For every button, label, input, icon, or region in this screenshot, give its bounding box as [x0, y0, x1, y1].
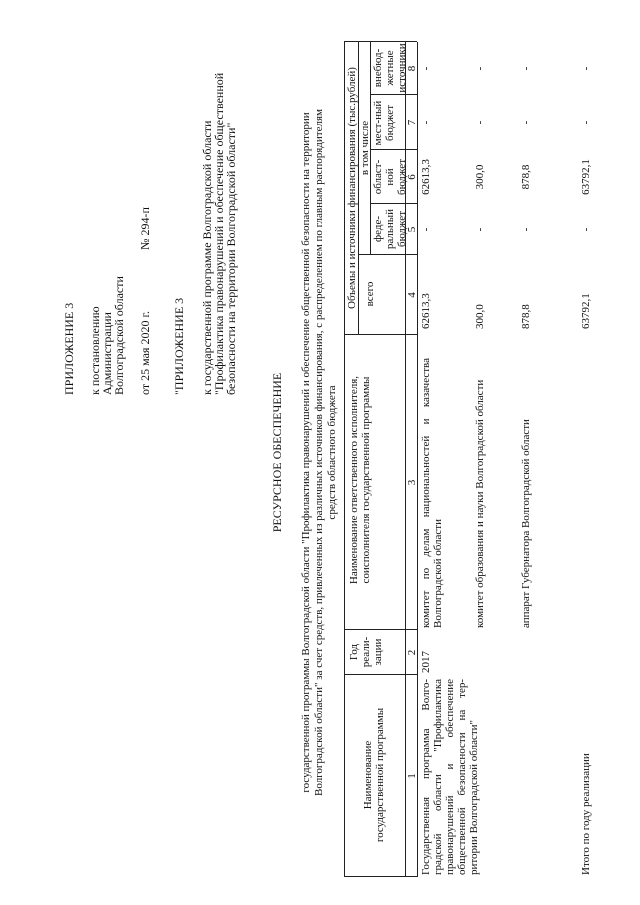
col-number-4: 4 [406, 292, 418, 298]
table-row-2-offbudget: - [474, 66, 486, 71]
decree-to-decree: к постановлению [88, 306, 102, 395]
table-row-3-offbudget: - [520, 66, 532, 71]
header-program-name: Наименование государственной программы [362, 707, 386, 843]
decree-date: от 25 мая 2020 г. [138, 310, 152, 395]
col-number-1: 1 [406, 773, 418, 779]
col-number-2: 2 [406, 649, 418, 656]
table-row-2-regional: 300,0 [474, 164, 486, 190]
decree-region: Волгоградской области [112, 276, 126, 395]
table-row-3-total: 878,8 [520, 304, 532, 329]
decree-appendix-label: ПРИЛОЖЕНИЕ 3 [62, 302, 76, 395]
total-row-offbudget: - [580, 66, 592, 71]
col-number-5: 5 [406, 226, 418, 233]
title-line1: государственной программы Волгоградской области "Профилактика правонарушений и обеспечение общественной безопасности на территории [300, 112, 312, 793]
total-row-local: - [580, 120, 592, 125]
decree-administration: Администрации [100, 312, 114, 395]
decree-number: № 294-п [138, 207, 152, 250]
header-total: всего [364, 281, 376, 307]
program-appendix-label: "ПРИЛОЖЕНИЕ 3 [172, 297, 186, 395]
total-row-total: 63792,1 [580, 293, 592, 329]
table-row-2-executor: комитет образования и науки Волгоградской области [474, 379, 486, 628]
table-row-3-executor: аппарат Губернатора Волгоградской области [520, 419, 532, 628]
program-appendix-line2: "Профилактика правонарушений и обеспечение общественной [212, 72, 226, 395]
title-line2: Волгоградской области" за счет средств, привлеченных из различных источников финансирования, с распределением по главным распорядителям [313, 109, 325, 796]
table-row-2-total: 300,0 [474, 304, 486, 329]
col-number-7: 7 [406, 119, 418, 126]
program-appendix-line3: безопасности на территории Волгоградской области" [224, 122, 238, 395]
header-offbudget: внебюд-жетные источники [372, 43, 408, 93]
header-including: в том числе [359, 120, 371, 176]
table-row-1-offbudget: - [420, 66, 432, 71]
table-row-3-regional: 878,8 [520, 164, 532, 190]
program-appendix-line1: к государственной программе Волгоградской области [200, 120, 214, 395]
table-row-3-local: - [520, 120, 532, 125]
header-year: Год реали-зации [348, 636, 384, 668]
table-row-1-regional: 62613,3 [420, 159, 432, 195]
total-row-label: Итого по году реализации [580, 753, 592, 875]
table-row-1-total: 62613,3 [420, 293, 432, 329]
table-row-2-local: - [474, 120, 486, 125]
header-local: мест-ный бюджет [372, 100, 396, 146]
table-row-1-executor: комитет по делам национальностей и казачества Волгоградской области [420, 358, 444, 628]
col-number-6: 6 [406, 174, 418, 180]
table-row-1-local: - [420, 120, 432, 125]
year-cell: 2017 [420, 651, 432, 673]
title-line3: средств областного бюджета [326, 385, 338, 520]
col-number-3: 3 [406, 479, 418, 486]
table-row-3-federal: - [520, 227, 532, 232]
header-executor: Наименование ответственного исполнителя, соисполнителя государственной программы [348, 375, 372, 585]
header-federal: феде-ральный бюджет [372, 208, 408, 250]
total-row-federal: - [580, 227, 592, 232]
col-number-8: 8 [406, 65, 418, 72]
table-row-1-federal: - [420, 227, 432, 232]
header-regional: област-ной бюджет [372, 159, 408, 195]
program-name-cell: Государственная программа Волго-градской области "Профилактика правонарушений и обеспечение общественной безопасности на тер-ритории Волгоградской области" [420, 679, 480, 875]
header-funding: Объемы и источники финансирования (тыс.рублей) [346, 67, 358, 309]
document-heading: РЕСУРСНОЕ ОБЕСПЕЧЕНИЕ [270, 372, 284, 533]
total-row-regional: 63792,1 [580, 159, 592, 195]
table-row-2-federal: - [474, 227, 486, 232]
